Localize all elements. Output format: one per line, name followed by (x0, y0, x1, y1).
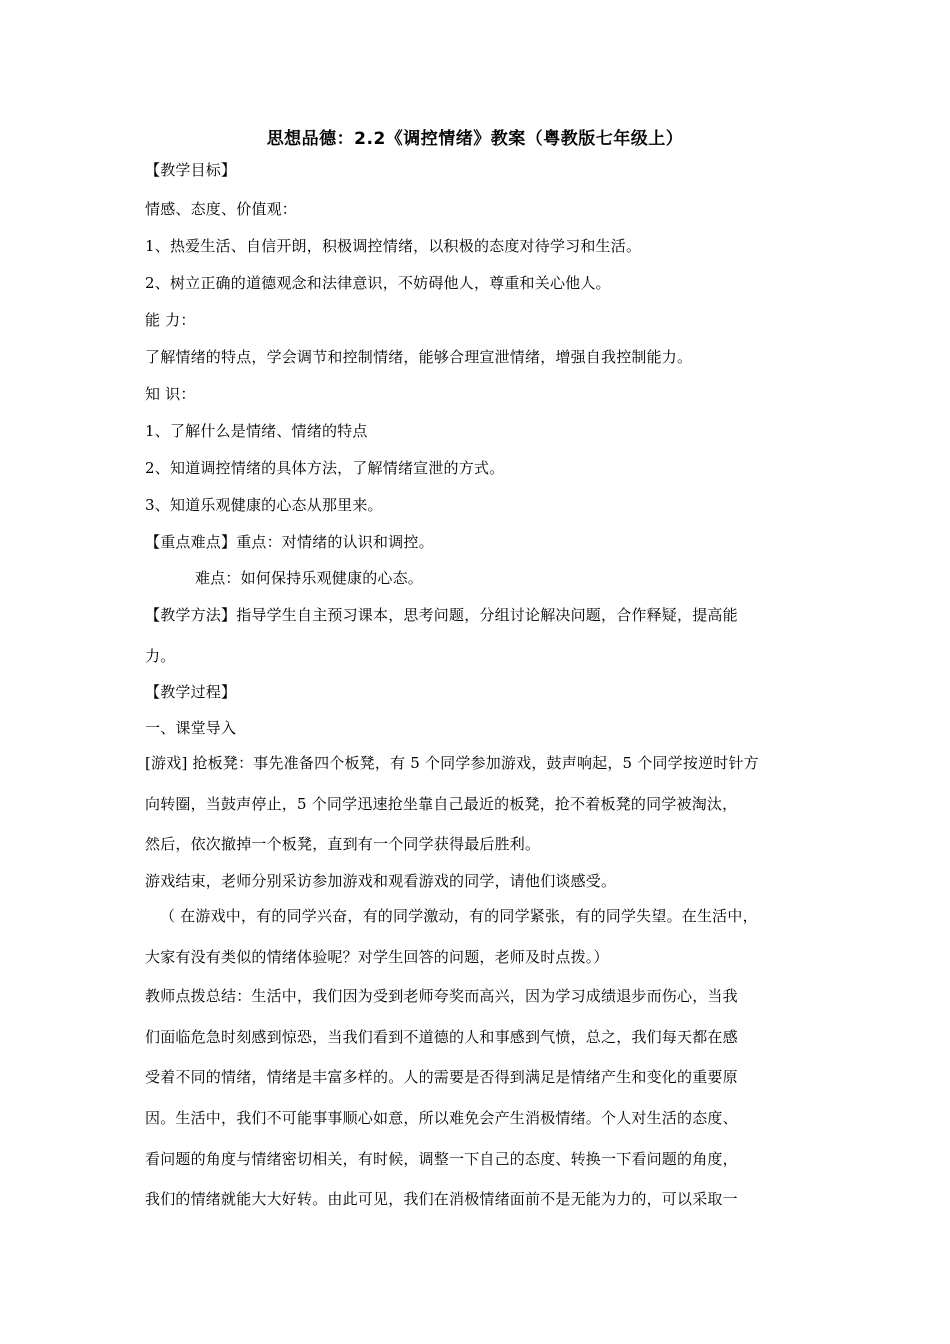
text-line: 因。生活中，我们不可能事事顺心如意，所以难免会产生消极情绪。个人对生活的态度、 (145, 1109, 738, 1127)
document-title: 思想品德：2.2《调控情绪》教案（粤教版七年级上） (266, 129, 684, 149)
text-line: 2、知道调控情绪的具体方法，了解情绪宣泄的方式。 (145, 459, 505, 477)
text-line: 游戏结束，老师分别采访参加游戏和观看游戏的同学，请他们谈感受。 (145, 872, 617, 890)
text-line: 了解情绪的特点，学会调节和控制情绪，能够合理宣泄情绪，增强自我控制能力。 (145, 348, 693, 366)
text-line: 受着不同的情绪，情绪是丰富多样的。人的需要是否得到满足是情绪产生和变化的重要原 (145, 1068, 738, 1086)
text-line: 3、知道乐观健康的心态从那里来。 (145, 496, 383, 514)
text-line: [游戏] 抢板凳：事先准备四个板凳，有 5 个同学参加游戏，鼓声响起，5 个同学按逆时针方 (145, 754, 759, 772)
section-heading-objectives: 【教学目标】 (145, 161, 237, 179)
section-heading-key-points: 【重点难点】重点：对情绪的认识和调控。 (145, 533, 434, 551)
text-line: 力。 (145, 647, 176, 665)
text-line: 能 力： (145, 311, 196, 329)
section-heading-process: 【教学过程】 (145, 683, 237, 701)
text-line: 大家有没有类似的情绪体验呢？对学生回答的问题，老师及时点拨。） (145, 948, 609, 966)
text-line: 然后，依次撤掉一个板凳，直到有一个同学获得最后胜利。 (145, 835, 541, 853)
text-line: 看问题的角度与情绪密切相关，有时候，调整一下自己的态度、转换一下看问题的角度， (145, 1150, 738, 1168)
text-line: 难点：如何保持乐观健康的心态。 (195, 569, 424, 587)
text-line: 1、热爱生活、自信开朗，积极调控情绪，以积极的态度对待学习和生活。 (145, 237, 642, 255)
text-line: （ 在游戏中，有的同学兴奋，有的同学激动，有的同学紧张，有的同学失望。在生活中， (160, 907, 758, 925)
text-line: 们面临危急时刻感到惊恐，当我们看到不道德的人和事感到气愤，总之，我们每天都在感 (145, 1028, 738, 1046)
text-line: 向转圈，当鼓声停止，5 个同学迅速抢坐靠自己最近的板凳，抢不着板凳的同学被淘汰， (145, 795, 738, 813)
section-heading-methods: 【教学方法】指导学生自主预习课本，思考问题，分组讨论解决问题，合作释疑，提高能 (145, 606, 738, 624)
text-line: 一、课堂导入 (145, 719, 237, 737)
text-line: 2、树立正确的道德观念和法律意识，不妨碍他人，尊重和关心他人。 (145, 274, 611, 292)
text-line: 知 识： (145, 385, 196, 403)
text-line: 情感、态度、价值观： (145, 200, 298, 218)
text-line: 我们的情绪就能大大好转。由此可见，我们在消极情绪面前不是无能为力的，可以采取一 (145, 1190, 738, 1208)
text-line: 1、了解什么是情绪、情绪的特点 (145, 422, 368, 440)
text-line: 教师点拨总结：生活中，我们因为受到老师夸奖而高兴，因为学习成绩退步而伤心，当我 (145, 987, 738, 1005)
